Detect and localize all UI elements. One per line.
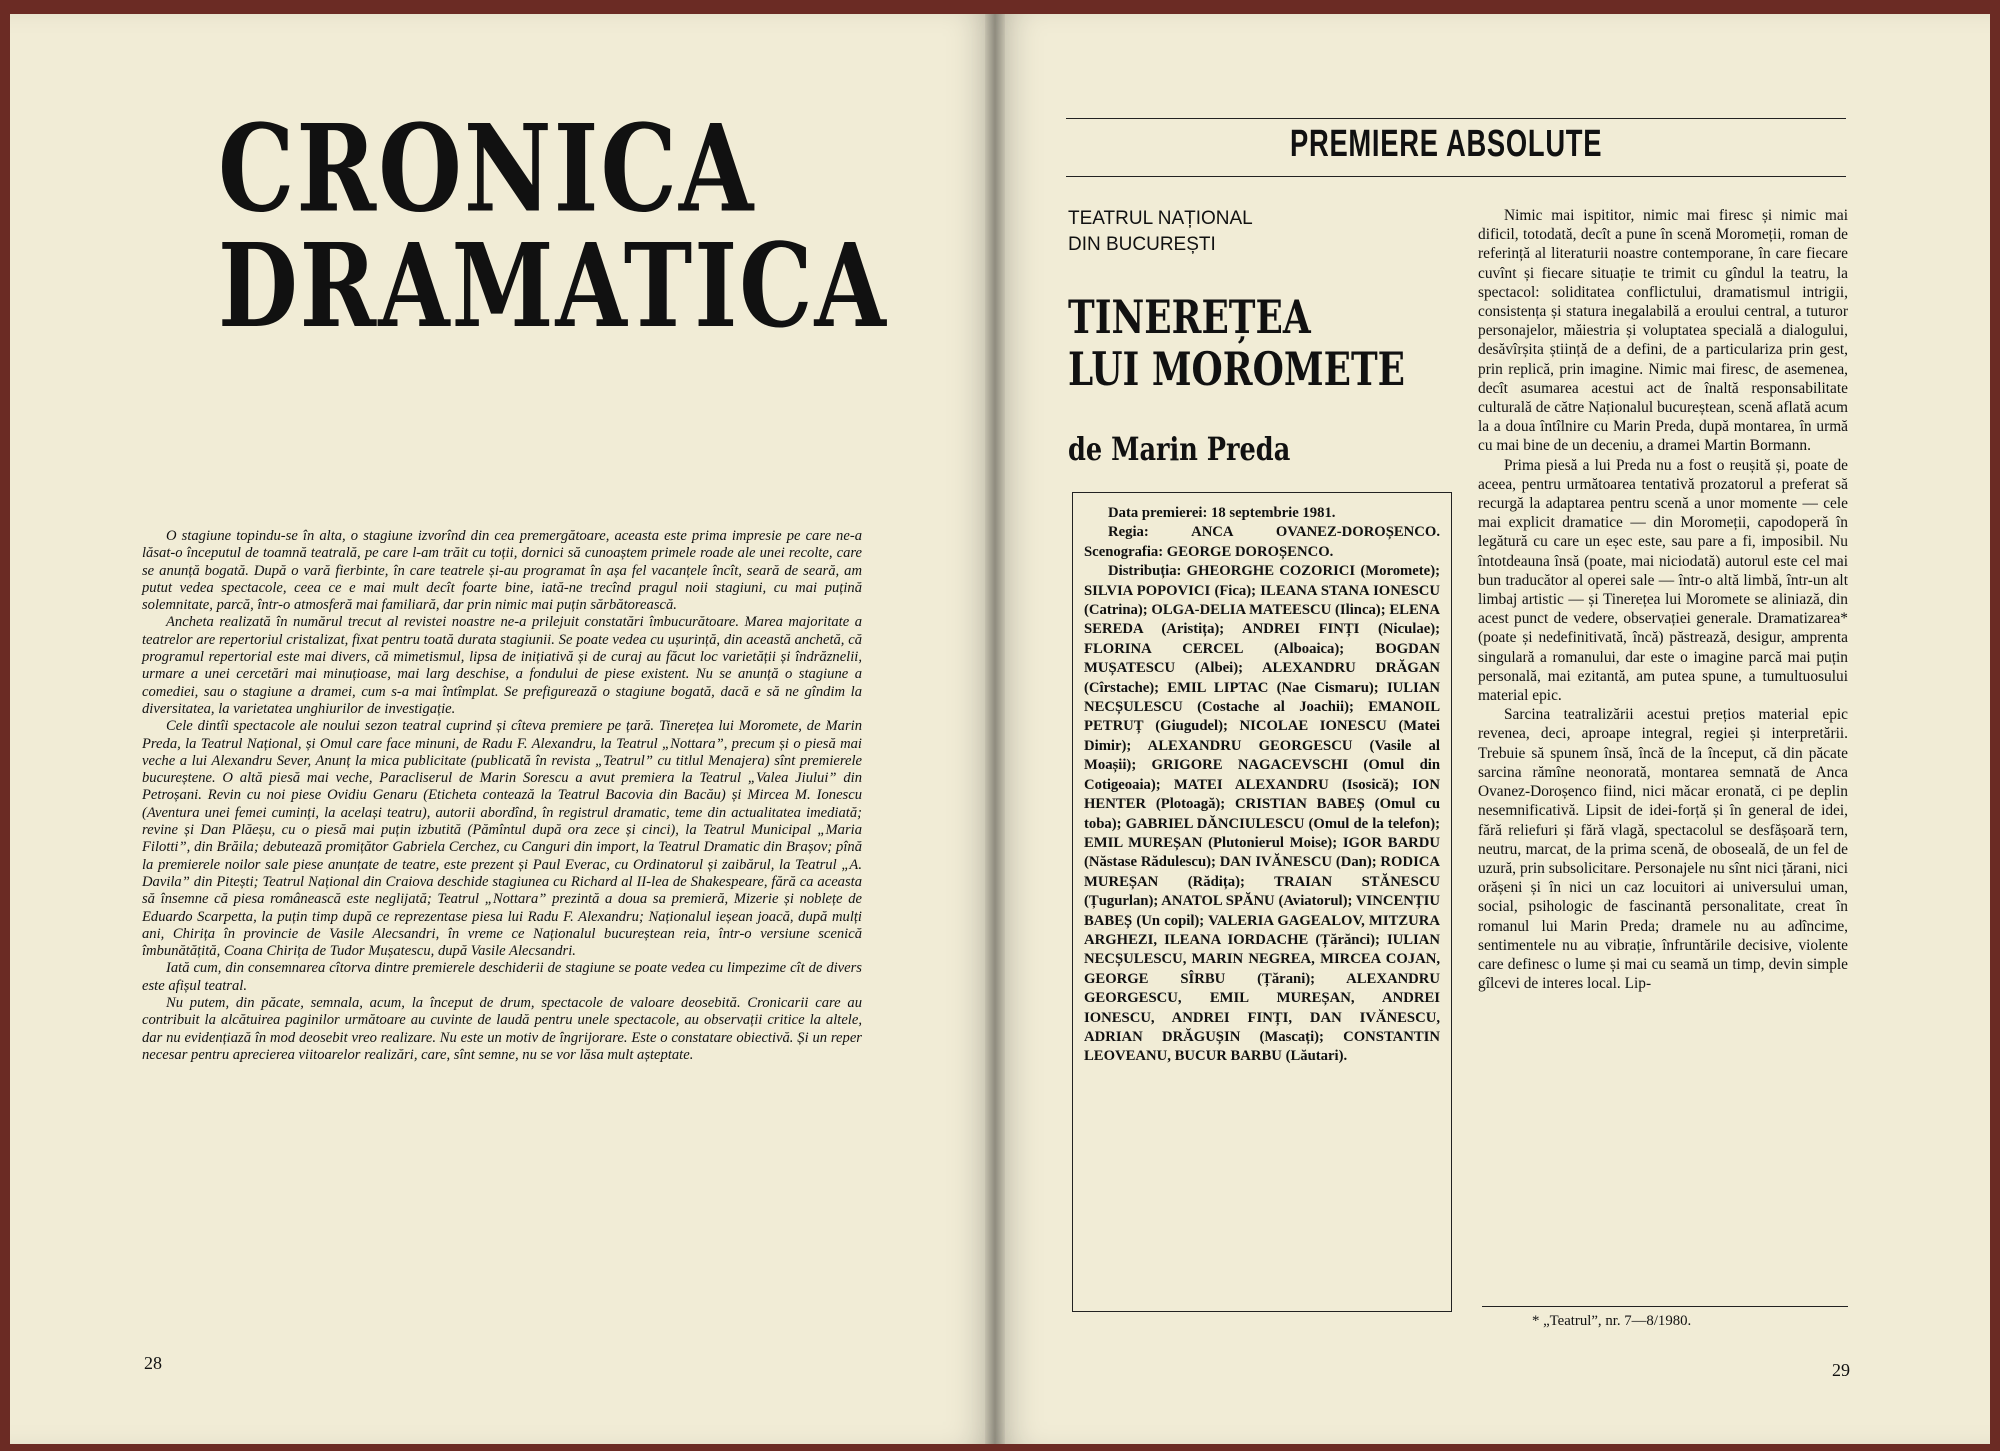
credits-text: [1084, 504, 1440, 1067]
theatre-line1: TEATRUL NAȚIONAL: [1068, 208, 1253, 229]
intro-paragraph: Cele dintîi spectacole ale noului sezon teatral cuprind și cîteva premiere pe țară. Tinerețea lui Moromete, de Marin Preda, la Teatrul Național, și Omul care face minuni, de Radu F. Alexandru, la Teatrul „Nottara”, precum și o piesă mai veche a lui Alexandru Sever, Anunț la mica publicitate (publicată în revista „Teatrul” cu titlul Menajera) sînt premierele bucureștene. O altă piesă mai veche, Paracliserul de Marin Sorescu a avut premiera la Teatrul „Valea Jiului” din Petroșani. Revin cu noi piese Ovidiu Genaru (Eticheta contează la Teatrul Bacovia din Bacău) și Mircea M. Ionescu (Aventura unei femei cuminți, la același teatru), autorii abordînd, în registrul dramatic, teme din actualitatea imediată; revine și Dan Plăeșu, cu o piesă mai puțin izbutită (Pămîntul după ora zece și cinci), la Teatrul Municipal „Maria Filotti”, din Brăila; debutează promițător Gabriela Cerchez, cu Canguri din import, la Teatrul Dramatic din Brașov; pînă la premierele noilor sale piese anunțate de teatre, este prezent și Paul Everac, cu Ordinatorul și zaibărul, la Teatrul „A. Davila” din Pitești; Teatrul Național din Craiova deschide stagiunea cu Richard al II-lea de Shakespeare, fără ca aceasta să însemne că piesa românească este neglijată; Teatrul „Nottara” prezintă a doua sa premieră, Mizerie și noblețe de Eduardo Scarpetta, la puțin timp după ce reprezentase piesa lui Radu F. Alexandru; Naționalul ieșean joacă, după mulți ani, Chirița în provincie de Vasile Alecsandri, în vreme ce Naționalul bucureștean reia, într-o versiune scenică îmbunătățită, Coana Chirița de Tudor Mușatescu, după Vasile Alecsandri.: [142, 718, 862, 960]
review-paragraph: Sarcina teatralizării acestui prețios material epic revenea, deci, aproape integral, regiei și interpretării. Trebuie să spunem însă, încă de la început, că din păcate sarcina rămîne neonorată, montarea semnată de Anca Ovanez-Doroșenco fiind, nici măcar eronată, ci pe deplin nesemnificativă. Lipsit de idei-forță și în general de idei, fără reliefuri și fără vlagă, spectacolul se desfășoară tern, neutru, marcat, de la prima scenă, de oboseală, de un fel de uzură, prin subsolicitare. Personajele nu sînt nici țărani, nici orășeni și în nici un caz locuitori ai universului uman, social, psihologic de fascinantă personalitate, creat în romanul lui Marin Preda; dramele nu au adîncime, sentimentele nu au vibrație, înfruntările decisive, violente care definesc o lume și mai cu seamă un timp, devin simple gîlcevi de interes local. Lip-: [1478, 706, 1848, 993]
section-title: PREMIERE ABSOLUTE: [1290, 123, 1603, 165]
play-title-line1: TINEREȚEA: [1068, 290, 1311, 344]
top-rule: [1066, 118, 1846, 119]
intro-paragraph: Nu putem, din păcate, semnala, acum, la început de drum, spectacole de valoare deosebită. Cronicarii care au contribuit la alcătuirea paginilor următoare au cuvinte de laudă pentru unele spectacole, au observații critice la altele, dar nu evidențiază în mod deosebit vreo realizare. Nu este un motiv de îngrijorare. Este o constatare obiectivă. Și un reper necesar pentru aprecierea viitoarelor realizări, care, sînt semne, nu se vor lăsa mult așteptate.: [142, 995, 862, 1063]
credits-paragraph: Regia: ANCA OVANEZ-DOROȘENCO. Scenografia: GEORGE DOROȘENCO.: [1084, 524, 1440, 560]
intro-paragraph: Iată cum, din consemnarea cîtorva dintre premierele deschiderii de stagiune se poate vedea cu limpezime cît de divers este afișul teatral.: [142, 960, 862, 994]
section-rule: [1066, 176, 1846, 177]
footnote: * „Teatrul”, nr. 7—8/1980.: [1532, 1313, 1692, 1329]
play-author: de Marin Preda: [1068, 430, 1291, 468]
play-title-line2: LUI MOROMETE: [1068, 342, 1405, 396]
book-gutter: [985, 14, 1005, 1444]
intro-paragraph: O stagiune topindu-se în alta, o stagiune izvorînd din cea premergătoare, aceasta este prima impresie pe care ne-a lăsat-o începutul de toamnă teatrală, pe care l-am trăit cu toții, dornici să cunoaștem primele roade ale unei recolte, care se anunță bogată. După o vară fierbinte, în care teatrele și-au programat în așa fel vacanțele încît, seară de seară, am putut vedea spectacole, ceea ce e mai mult decît foarte bine, iată-ne trecînd pragul noii stagiuni, cu mai puțină solemnitate, parcă, într-o atmosferă mai familiară, dar prin nimic mai puțin sărbătorească.: [142, 528, 862, 614]
review-column: [1478, 206, 1848, 993]
intro-paragraph: Ancheta realizată în numărul trecut al revistei noastre ne-a prilejuit constatări îmbucurătoare. Marea majoritate a teatrelor are repertoriul cristalizat, fixat pentru toată durata stagiunii. Se poate vedea cu ușurință, din această anchetă, că programul repertorial este mai divers, că mimetismul, lipsa de inițiativă și de curaj au făcut loc varietății și îndrăznelii, urmare a unei cercetări mai minuțioase, mai larg deschise, a fondului de piese existent. Nu se anunță o stagiune a comediei, sau o stagiune a dramei, cum s-a mai întîmplat. Se prefigurează o stagiune bogată, dacă e să ne gîndim la diversitatea, la varietatea unghiurilor de investigație.: [142, 614, 862, 717]
footnote-rule: [1482, 1306, 1848, 1307]
page-number-left: 28: [144, 1353, 162, 1373]
theatre-line2: DIN BUCUREȘTI: [1068, 234, 1216, 255]
page-number-right: 29: [1832, 1360, 1850, 1380]
masthead-line1: CRONICA: [218, 97, 756, 240]
theatre-name: [1068, 206, 1253, 258]
review-paragraph: Prima piesă a lui Preda nu a fost o reușită și, poate de aceea, pentru următoarea tentativă prozatorul a preferat să recurgă la adaptarea pentru scenă a unor momente — cele mai explicit dramatice — din Moromeții, capodoperă în legătură cu care un eșec este, sau pare a fi, imposibil. Nu întotdeauna însă (poate, mai niciodată) autorul este cel mai bun traducător al operei sale — într-o altă limbă, într-un alt limbaj artistic — și Tinerețea lui Moromete se aliniază, din acest punct de vedere, observației generale. Dramatizarea* (poate și nedefinitivată, încă) păstrează, desigur, amprenta singulară a romanului, dar este o imagine parcă mai puțin personală, mai ezitantă, am putea spune, a tumultuosului material epic.: [1478, 456, 1848, 705]
review-paragraph: Nimic mai ispititor, nimic mai firesc și nimic mai dificil, totodată, decît a pune în scenă Moromeții, roman de referință al literaturii noastre contemporane, în care fiecare cuvînt și fiecare situație te trimit cu gîndul la teatru, la spectacol: soliditatea conflictului, dramatismul intrigii, consistența și statura inegalabilă a eroului central, a tuturor personajelor, măiestria și voluptatea specială a dialogului, desăvîrșita știință de a defini, de a particulariza prin gest, prin replică, prin imagine. Nimic mai firesc, de asemenea, decît asumarea acestui act de înaltă responsabilitate culturală de către Naționalul bucureștean, scenă aflată acum la a doua întîlnire cu Marin Preda, după montarea, în urmă cu mai bine de un deceniu, a dramei Martin Bormann.: [1478, 207, 1848, 455]
intro-column: [142, 528, 862, 1064]
credits-paragraph: Data premierei: 18 septembrie 1981.: [1108, 505, 1336, 521]
masthead-line2: DRAMATICA: [218, 218, 888, 354]
credits-paragraph: Distribuția: GHEORGHE COZORICI (Moromete); SILVIA POPOVICI (Fica); ILEANA STANA IONESCU (Catrina); OLGA-DELIA MATEESCU (Ilinca); ELENA SEREDA (Aristița); ANDREI FINȚI (Niculae); FLORINA CERCEL (Alboaica); BOGDAN MUȘATESCU (Albei); ALEXANDRU DRĂGAN (Cîrstache); EMIL LIPTAC (Nae Cismaru); IULIAN NECȘULESCU (Costache al Joachii); EMANOIL PETRUȚ (Giugudel); NICOLAE IONESCU (Matei Dimir); ALEXANDRU GEORGESCU (Vasile al Moașii); GRIGORE NAGACEVSCHI (Omul din Cotigeoaia); MATEI ALEXANDRU (Isosică); ION HENTER (Plotoagă); CRISTIAN BABEȘ (Omul cu toba); GABRIEL DĂNCIULESCU (Omul de la telefon); EMIL MUREȘAN (Plutonierul Moise); IGOR BARDU (Năstase Rădulescu); DAN IVĂNESCU (Dan); RODICA MUREȘAN (Rădița); TRAIAN STĂNESCU (Țugurlan); ANATOL SPĂNU (Aviatorul); VINCENȚIU BABEȘ (Un copil); VALERIA GAGEALOV, MITZURA ARGHEZI, ILEANA IORDACHE (Țărănci); IULIAN NECȘULESCU, MARIN NEGREA, MIRCEA COJAN, GEORGE SÎRBU (Țărani); ALEXANDRU GEORGESCU, EMIL MUREȘAN, ANDREI IONESCU, ANDREI FINȚI, DAN IVĂNESCU, ADRIAN DRĂGUȘIN (Mascați); CONSTANTIN LEOVEANU, BUCUR BARBU (Lăutari).: [1084, 563, 1440, 1065]
